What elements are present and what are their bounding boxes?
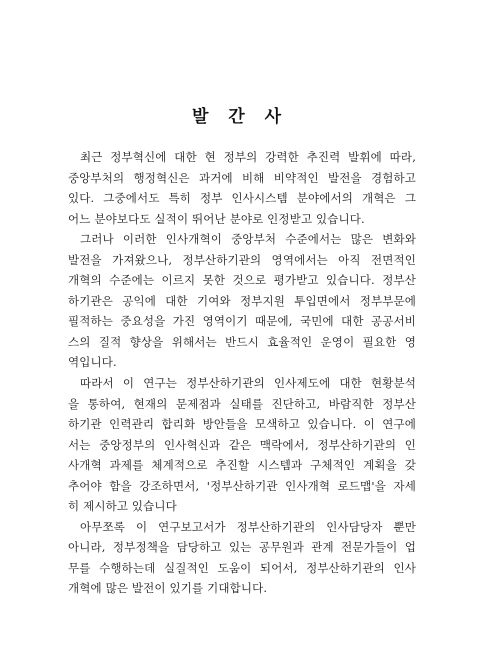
paragraph-line: 그러나 이러한 인사개혁이 중앙부처 수준에서는 많은 변화와 (80, 232, 416, 247)
paragraph-line: 발전을 가져왔으나, 정부산하기관의 영역에서는 아직 전면적인 (68, 252, 416, 267)
paragraph-line: 히 제시하고 있습니다 (68, 499, 177, 514)
paragraph-line: 어느 분야보다도 실적이 뛰어난 분야로 인정받고 있습니다. (68, 211, 365, 226)
paragraph-line: 하기관은 공익에 대한 기여와 정부지원 투입면에서 정부부문에 (68, 293, 416, 308)
paragraph-line: 아무쪼록 이 연구보고서가 정부산하기관의 인사담당자 뿐만 (80, 519, 416, 534)
paragraph-line: 있다. 그중에서도 특히 정부 인사시스템 분야에서의 개혁은 그 (68, 191, 416, 206)
paragraph-line: 추어야 함을 강조하면서, '정부산하기관 인사개혁 로드맵'을 자세 (68, 478, 416, 493)
paragraph-line: 중앙부처의 행정혁신은 과거에 비해 비약적인 발전을 경험하고 (68, 170, 416, 185)
paragraph-line: 스의 질적 향상을 위해서는 반드시 효율적인 운영이 필요한 영 (68, 334, 416, 349)
paragraph-line: 하기관 인력관리 합리화 방안들을 모색하고 있습니다. 이 연구에 (68, 417, 416, 432)
paragraph-line: 따라서 이 연구는 정부산하기관의 인사제도에 대한 현황분석 (80, 376, 416, 391)
paragraph-line: 개혁의 수준에는 이르지 못한 것으로 평가받고 있습니다. 정부산 (68, 273, 416, 288)
paragraph-line: 역입니다. (68, 355, 117, 370)
paragraph-line: 사개혁 과제를 체계적으로 추진할 시스템과 구체적인 계획을 갖 (68, 458, 416, 473)
paragraph-line: 무를 수행하는데 실질적인 도움이 되어서, 정부산하기관의 인사 (68, 560, 416, 575)
body-text (68, 147, 416, 599)
page-title: 발 간 사 (191, 107, 289, 127)
paragraph-line: 서는 중앙정부의 인사혁신과 같은 맥락에서, 정부산하기관의 인 (68, 437, 416, 452)
paragraph-line: 아니라, 정부정책을 담당하고 있는 공무원과 관계 전문가들이 업 (68, 540, 416, 555)
paragraph-line: 개혁에 많은 발전이 있기를 기대합니다. (68, 581, 268, 596)
paragraph-line: 최근 정부혁신에 대한 현 정부의 강력한 추진력 발휘에 따라, (80, 150, 416, 164)
paragraph-line: 을 통하여, 현재의 문제점과 실태를 진단하고, 바람직한 정부산 (68, 396, 416, 411)
paragraph-line: 필적하는 중요성을 가진 영역이기 때문에, 국민에 대한 공공서비 (68, 314, 416, 329)
